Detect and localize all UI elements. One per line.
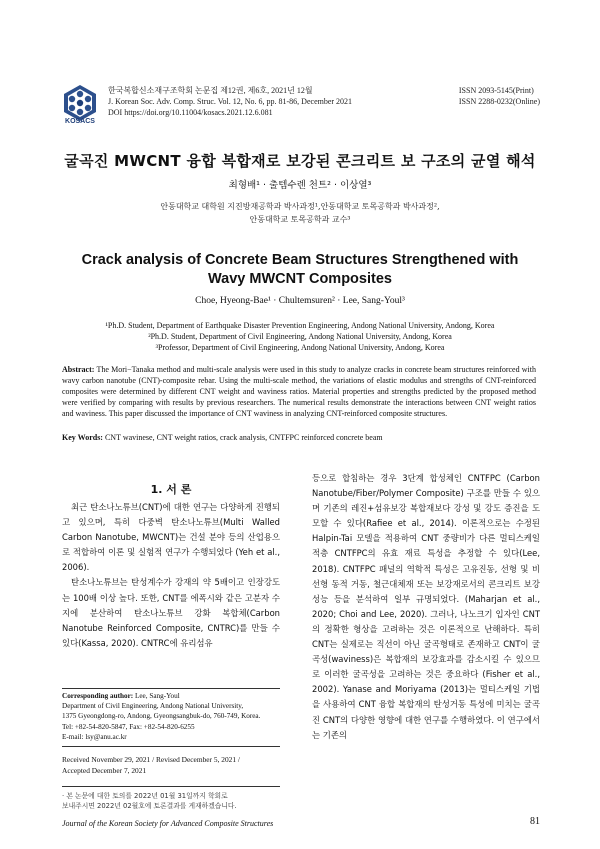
- paragraph-left-2: 탄소나노튜브는 탄성계수가 강재의 약 5배이고 인장강도는 100배 이상 높다. 또한, CNT를 에폭시와 같은 고분자 수지에 분산하여 탄소나노튜브 강화 복합체(Carbon Nanotube Reinforced Composite, CNTRC)를 만들 수 있다(Kassa, 2020). CNTRC에 유리섬유: [62, 577, 280, 648]
- corresponding-name: Lee, Sang-Youl: [134, 692, 180, 700]
- note-line-2: 보내주시면 2022년 02월호에 토론결과를 게재하겠습니다.: [62, 802, 237, 810]
- logo-text: KOSACS: [65, 118, 95, 125]
- keywords: [62, 433, 536, 442]
- dates-line-2: Accepted December 7, 2021: [62, 766, 147, 775]
- issn-online: ISSN 2288-0232(Online): [458, 97, 540, 106]
- title-korean: 굴곡진 MWCNT 융합 복합재로 보강된 콘크리트 보 구조의 균열 해석: [64, 152, 536, 170]
- section-heading-introduction: 1. 서 론: [150, 483, 192, 496]
- journal-en: J. Korean Soc. Adv. Comp. Struc. Vol. 12, No. 6, pp. 81-86, December 2021: [108, 97, 353, 106]
- paragraph-right-1: 등으로 합침하는 경우 3단계 합성체인 CNTFPC (Carbon Nanotube/Fiber/Polymer Composite) 구조를 만들 수 있으며 기존의 레진+섬유보강 복합재보다 강성 및 강도 증진을 도모할 수 있다(Rafiee et al., 2014). 이론적으로는 수정된 Halpin-Tai 모델을 적용하여 CNT 중량비가 다른 멀티스케일 적층 CNTFPC의 유효 재료 특성을 추정할 수 있다(Lee, 2018). CNTFPC 패널의 역학적 특성은 고유진동, 선형 및 비선형 동적 거동, 철근대체재 또는 보강재로서의 콘크리트 보강성능 등을 분석하여 일부 규명되었다. (Maharjan et al., 2020; Choi and Lee, 2020). 그러나, 나노크기 입자인 CNT의 정확한 형상을 고려하는 것은 이론적으로 난해하다. 특히 CNT는 실제로는 직선이 아닌 굴곡형태로 존재하고 CNT이 굴곡성(waviness)은 복합재의 보강효과를 감소시킬 수 있으므로 이러한 굴곡성을 고려하는 것은 중요하다 (Fisher et al., 2002). Yanase and Moriyama (2013)는 멀티스케일 기법을 사용하여 CNT 융합 복합재의 탄성거동 특성에 미치는 굴곡진 CNT의 다양한 영향에 대한 연구를 수행하였다. 이 연구에서는 기존의: [312, 473, 540, 740]
- doi[interactable]: DOI https://doi.org/10.11004/kosacs.2021.12.6.081: [108, 108, 273, 117]
- left-column: [62, 500, 280, 651]
- note-divider: [62, 786, 280, 787]
- corresponding-line-2: 1375 Gyeongdong-ro, Andong, Gyeongsangbuk-do, 760-749, Korea.: [62, 712, 261, 721]
- affiliations-english: [0, 320, 600, 353]
- discussion-note: [62, 791, 280, 811]
- authors-english: Choe, Hyeong-Bae¹ · Chultemsuren² · Lee, Sang-Youl³: [195, 296, 405, 306]
- note-line-1: · 본 논문에 대한 토의를 2022년 01월 31일까지 학회로: [62, 792, 228, 800]
- affiliation-en-3: ³Professor, Department of Civil Engineering, Andong National University, Andong, Korea: [155, 343, 445, 352]
- affiliations-korean: [0, 200, 600, 226]
- affiliation-kr-line-2: 안동대학교 토목공학과 교수³: [249, 215, 351, 224]
- dates-line-1: Received November 29, 2021 / Revised December 5, 2021 /: [62, 755, 240, 764]
- footnote-divider: [62, 688, 280, 689]
- authors-korean: 최형배¹ · 출템수렌 천트² · 이상열³: [228, 180, 372, 191]
- journal-kr: 한국복합신소재구조학회 논문집 제12권, 제6호, 2021년 12월: [108, 86, 313, 95]
- corresponding-line-1: Department of Civil Engineering, Andong National University,: [62, 702, 244, 711]
- corresponding-email[interactable]: E-mail: lsy@anu.ac.kr: [62, 732, 127, 741]
- affiliation-kr-line-1: 안동대학교 대학원 지진방재공학과 박사과정¹,안동대학교 토목공학과 박사과정²,: [160, 202, 440, 211]
- page-number: 81: [530, 816, 540, 827]
- right-column: [312, 471, 540, 743]
- kosacs-logo-icon: [60, 83, 100, 123]
- issn-block: [459, 85, 540, 107]
- title-english-line-2: Wavy MWCNT Composites: [208, 271, 392, 287]
- affiliation-en-1: ¹Ph.D. Student, Department of Earthquake Disaster Prevention Engineering, Andong National University, Andong, Korea: [105, 321, 495, 330]
- abstract-label: Abstract:: [62, 365, 95, 374]
- corresponding-line-3: Tel: +82-54-820-5847, Fax: +82-54-820-6255: [62, 722, 195, 731]
- issn-print: ISSN 2093-5145(Print): [458, 86, 534, 95]
- corresponding-label: Corresponding author:: [62, 692, 134, 700]
- keywords-label: Key Words:: [62, 433, 103, 442]
- footer-journal: Journal of the Korean Society for Advanced Composite Structures: [62, 819, 274, 828]
- abstract: [62, 364, 536, 419]
- corresponding-author: [62, 691, 280, 742]
- paragraph-left-1: 최근 탄소나노튜브(CNT)에 대한 연구는 다양하게 진행되고 있으며, 특히 다중벽 탄소나노튜브(Multi Walled Carbon Nanotube, MWCNT)는 건설 분야 등의 산업용으로 적합하여 이론 및 실험적 연구가 수행되었다 (Yeh et al., 2006).: [62, 502, 280, 573]
- received-dates: [62, 754, 280, 776]
- affiliation-en-2: ²Ph.D. Student, Department of Civil Engineering, Andong National University, Andong, Korea: [148, 332, 452, 341]
- title-english: [40, 251, 560, 289]
- dates-divider: [62, 746, 280, 747]
- keywords-text: CNT wavinese, CNT weight ratios, crack analysis, CNTFPC reinforced concrete beam: [104, 433, 383, 442]
- title-english-line-1: Crack analysis of Concrete Beam Structures Strengthened with: [81, 252, 519, 268]
- journal-header: [108, 85, 352, 118]
- abstract-text: The Mori−Tanaka method and multi-scale analysis were used in this study to analyze cracks in concrete beam structures reinforced with wavy carbon nanotube (CNT)-composite rebar. Using the multi-scale method, the variations of elastic modulus and strengths of CNT-reinforced composites were determined by different CNT weight and waviness ratios. Material properties and strengths predicted by the proposed method were verified by comparing with results by previous researchers. The numerical results demonstrate the interactions between CNT weight ratios and waviness. This paper discussed the importance of CNT waviness in analyzing CNT-reinforced composite structures.: [62, 365, 536, 419]
